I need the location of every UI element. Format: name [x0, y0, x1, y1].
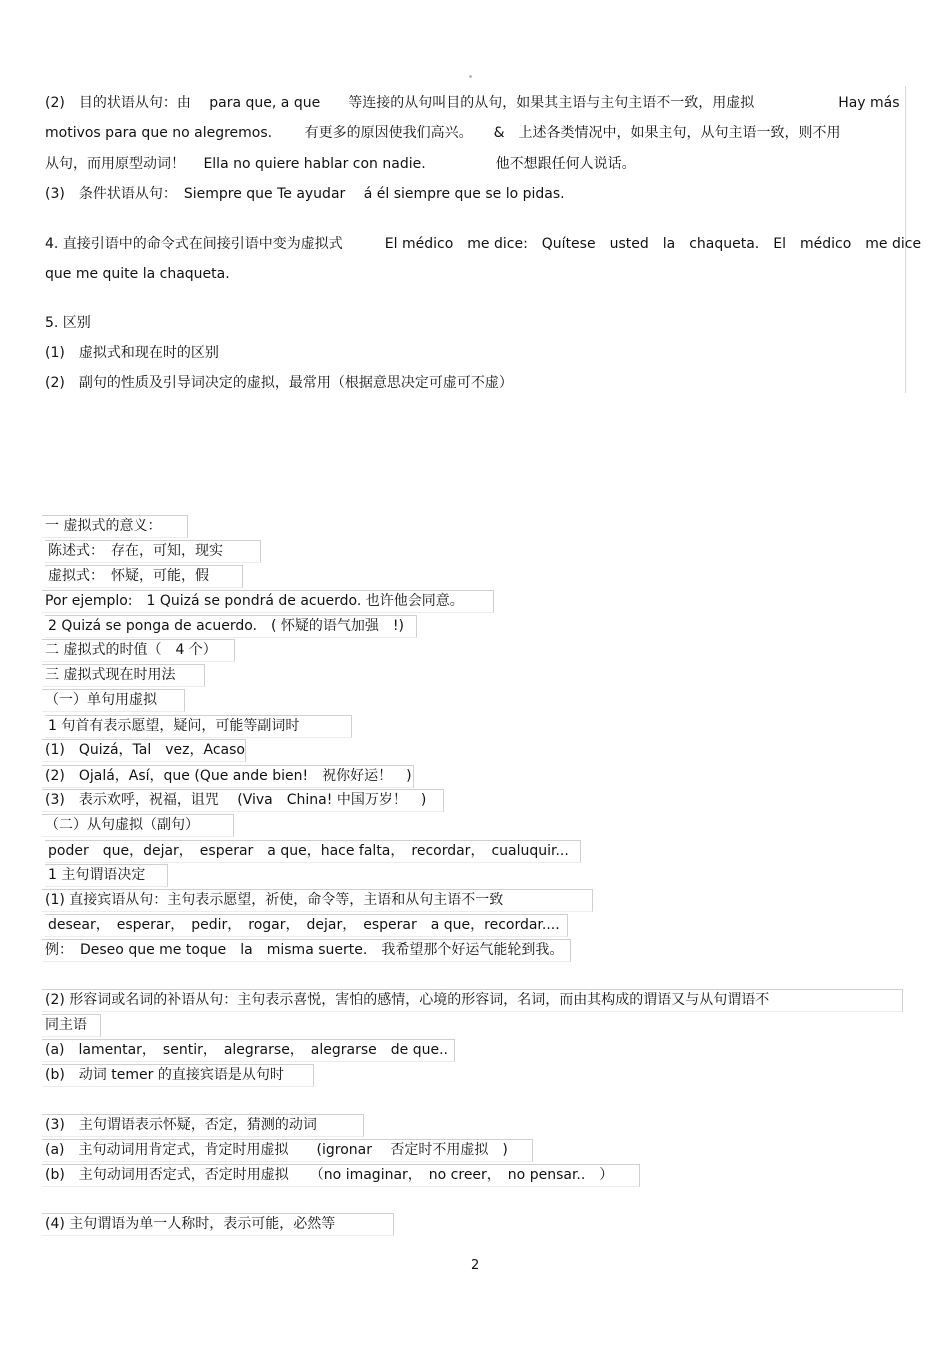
top-speck	[469, 75, 472, 78]
outline-line: (b) 动词 temer 的直接宾语是从句时	[42, 1064, 314, 1087]
outline-line: 1 主句谓语决定	[45, 864, 168, 887]
outline-line: 陈述式： 存在，可知，现实	[45, 540, 261, 563]
outline-line: 2 Quizá se ponga de acuerdo. ( 怀疑的语气加强 !)	[45, 615, 417, 638]
outline-line: 1 句首有表示愿望，疑问，可能等副词时	[45, 715, 352, 738]
section-heading: 5. 区别	[45, 315, 91, 331]
text-line: (2) 目的状语从句：由 para que, a que 等连接的从句叫目的从句，如果其主语与主句主语不一致，用虚拟 Hay más	[45, 95, 900, 111]
text-line: (2) 副句的性质及引导词决定的虚拟，最常用（根据意思决定可虚可不虚）	[45, 375, 513, 391]
outline-line: (4) 主句谓语为单一人称时，表示可能，必然等	[42, 1213, 394, 1236]
outline-line: (a) 主句动词用肯定式，肯定时用虚拟 (igronar 否定时不用虚拟 )	[42, 1139, 533, 1162]
outline-line: 二 虚拟式的时值（ 4 个）	[42, 639, 235, 662]
outline-line: desear， esperar， pedir， rogar， dejar， esperar a que，recordar....	[45, 914, 568, 937]
outline-line: (3) 主句谓语表示怀疑，否定，猜测的动词	[42, 1114, 364, 1137]
outline-line: (1) Quizá，Tal vez，Acaso	[42, 739, 246, 762]
text-line: 从句，而用原型动词！ Ella no quiere hablar con nadie. 他不想跟任何人说话。	[45, 156, 636, 172]
outline-line: (a) lamentar， sentir， alegrarse， alegrarse de que..	[42, 1039, 455, 1062]
outline-line: 例： Deseo que me toque la misma suerte. 我希望那个好运气能轮到我。	[42, 939, 571, 962]
outline-line: 一 虚拟式的意义：	[42, 515, 188, 538]
text-line: que me quite la chaqueta.	[45, 266, 230, 282]
outline-line: poder que，dejar， esperar a que，hace falta， recordar， cualuquir...	[45, 840, 581, 863]
outline-line: （二）从句虚拟（副句）	[42, 814, 234, 837]
text-line: (3) 条件状语从句： Siempre que Te ayudar á él siempre que se lo pidas.	[45, 186, 565, 202]
outline-line: (2) Ojalá，Así，que (Que ande bien! 祝你好运！ )	[42, 765, 414, 788]
outline-line: 同主语	[42, 1014, 101, 1037]
page-number: 2	[471, 1258, 480, 1273]
outline-line: 三 虚拟式现在时用法	[42, 664, 205, 687]
text-line: motivos para que no alegremos. 有更多的原因使我们高兴。 & 上述各类情况中，如果主句，从句主语一致，则不用	[45, 125, 841, 141]
outline-line: (1) 直接宾语从句：主句表示愿望，祈使，命令等，主语和从句主语不一致	[42, 889, 593, 912]
outline-line: (2) 形容词或名词的补语从句：主句表示喜悦，害怕的感情，心境的形容词，名词，而由其构成的谓语又与从句谓语不	[42, 989, 903, 1012]
text-line: (1) 虚拟式和现在时的区别	[45, 345, 219, 361]
outline-line: (3) 表示欢呼，祝福，诅咒 (Viva China! 中国万岁！ )	[42, 789, 444, 812]
text-line: 4. 直接引语中的命令式在间接引语中变为虚拟式 El médico me dice: Quítese usted la chaqueta. El médico me dice	[45, 236, 922, 252]
outline-line: 虚拟式： 怀疑，可能，假	[45, 565, 243, 588]
outline-line: （一）单句用虚拟	[42, 689, 185, 712]
outline-line: (b) 主句动词用否定式，否定时用虚拟 （no imaginar， no creer， no pensar.. ）	[42, 1164, 640, 1187]
outline-line: Por ejemplo: 1 Quizá se pondrá de acuerdo. 也许他会同意。	[42, 590, 494, 613]
